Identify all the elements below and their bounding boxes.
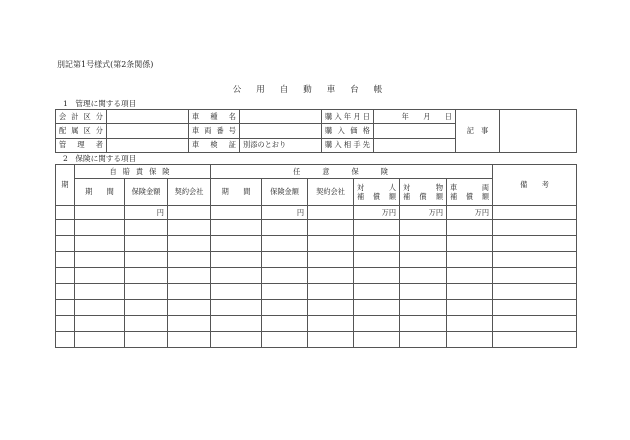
table-row bbox=[56, 268, 577, 284]
table-cell[interactable] bbox=[354, 236, 400, 252]
table-cell[interactable] bbox=[56, 316, 75, 332]
table-cell[interactable] bbox=[75, 206, 125, 220]
table-cell[interactable] bbox=[354, 252, 400, 268]
table-cell[interactable] bbox=[56, 236, 75, 252]
table-cell[interactable] bbox=[493, 316, 577, 332]
column-header-top: 対 人 bbox=[357, 183, 397, 192]
compulsory-insurance-header: 自賠責保険 bbox=[75, 165, 211, 179]
table-cell[interactable] bbox=[400, 268, 447, 284]
table-cell[interactable] bbox=[75, 252, 125, 268]
purchase-date-cell[interactable]: 年 月 日 bbox=[374, 110, 456, 124]
table-row bbox=[56, 220, 577, 236]
table-cell[interactable] bbox=[493, 332, 577, 348]
table-cell[interactable] bbox=[308, 332, 354, 348]
table-row bbox=[56, 316, 577, 332]
label-cell: 購入価格 bbox=[322, 124, 374, 138]
table-cell[interactable] bbox=[125, 316, 168, 332]
table-cell[interactable] bbox=[211, 252, 262, 268]
table-row bbox=[56, 300, 577, 316]
table-cell[interactable] bbox=[125, 300, 168, 316]
label-cell: 配属区分 bbox=[56, 124, 107, 138]
table-cell[interactable] bbox=[262, 268, 308, 284]
table-cell[interactable] bbox=[168, 268, 211, 284]
table-cell[interactable] bbox=[56, 206, 75, 220]
input-cell[interactable] bbox=[107, 124, 189, 138]
column-header: 契約会社 bbox=[168, 179, 211, 206]
unit-cell[interactable]: 万円 bbox=[400, 206, 447, 220]
table-cell[interactable] bbox=[308, 206, 354, 220]
table-cell[interactable] bbox=[211, 236, 262, 252]
column-header-bottom: 補償額 bbox=[403, 192, 444, 201]
table-cell[interactable] bbox=[262, 316, 308, 332]
table-cell[interactable] bbox=[493, 220, 577, 236]
document-title: 公用自動車台帳 bbox=[232, 85, 398, 95]
column-header-top: 対 物 bbox=[403, 183, 444, 192]
table-cell[interactable] bbox=[168, 332, 211, 348]
table-cell[interactable] bbox=[125, 252, 168, 268]
table-row bbox=[56, 284, 577, 300]
table-cell[interactable] bbox=[493, 206, 577, 220]
column-header-bottom: 補償額 bbox=[357, 192, 397, 201]
input-cell[interactable] bbox=[374, 138, 456, 152]
table-cell[interactable] bbox=[56, 332, 75, 348]
table-cell[interactable] bbox=[75, 236, 125, 252]
table-cell[interactable] bbox=[400, 300, 447, 316]
table-cell[interactable] bbox=[447, 316, 493, 332]
table-cell[interactable] bbox=[168, 236, 211, 252]
unit-cell[interactable]: 万円 bbox=[354, 206, 400, 220]
table-cell[interactable] bbox=[56, 220, 75, 236]
table-cell[interactable] bbox=[262, 284, 308, 300]
table-cell[interactable] bbox=[447, 300, 493, 316]
column-header-top: 車 両 bbox=[450, 183, 490, 192]
table-cell[interactable] bbox=[308, 252, 354, 268]
label-cell: 車種名 bbox=[189, 110, 240, 124]
column-header: 期 間 bbox=[211, 179, 262, 206]
table-cell[interactable] bbox=[211, 206, 262, 220]
table-cell[interactable] bbox=[125, 220, 168, 236]
table-cell[interactable] bbox=[211, 220, 262, 236]
table-cell[interactable] bbox=[262, 332, 308, 348]
table-cell[interactable] bbox=[447, 252, 493, 268]
table-row bbox=[56, 110, 577, 124]
table-cell[interactable] bbox=[308, 300, 354, 316]
table-cell[interactable] bbox=[400, 236, 447, 252]
table-cell[interactable] bbox=[211, 316, 262, 332]
table-cell[interactable] bbox=[125, 268, 168, 284]
label-cell: 購入年月日 bbox=[322, 110, 374, 124]
column-header bbox=[447, 179, 493, 206]
form-label: 別記第1号様式(第2条関係) bbox=[57, 60, 154, 69]
table-cell[interactable] bbox=[354, 220, 400, 236]
table-cell[interactable] bbox=[75, 332, 125, 348]
input-cell[interactable] bbox=[240, 110, 322, 124]
table-cell[interactable] bbox=[125, 332, 168, 348]
table-cell[interactable] bbox=[56, 252, 75, 268]
table-cell[interactable] bbox=[168, 206, 211, 220]
section1-heading: 1 管理に関する項目 bbox=[63, 99, 137, 108]
table-cell[interactable] bbox=[75, 316, 125, 332]
table-cell[interactable] bbox=[211, 268, 262, 284]
table-cell[interactable] bbox=[75, 220, 125, 236]
table-cell[interactable] bbox=[308, 236, 354, 252]
insurance-table bbox=[55, 164, 577, 348]
table-row bbox=[56, 252, 577, 268]
table-cell[interactable] bbox=[354, 300, 400, 316]
table-cell[interactable] bbox=[168, 220, 211, 236]
table-cell[interactable] bbox=[262, 252, 308, 268]
column-header: 保険金額 bbox=[125, 179, 168, 206]
table-cell[interactable] bbox=[354, 332, 400, 348]
table-cell[interactable] bbox=[56, 284, 75, 300]
label-cell: 購入相手先 bbox=[322, 138, 374, 152]
column-header: 保険金額 bbox=[262, 179, 308, 206]
unit-cell[interactable]: 円 bbox=[262, 206, 308, 220]
remarks-header: 備 考 bbox=[493, 165, 577, 206]
voluntary-insurance-header: 任意保険 bbox=[211, 165, 493, 179]
table-cell[interactable] bbox=[262, 236, 308, 252]
table-cell[interactable] bbox=[400, 252, 447, 268]
table-cell[interactable] bbox=[75, 268, 125, 284]
table-cell[interactable] bbox=[308, 284, 354, 300]
period-header: 期 bbox=[56, 165, 75, 206]
table-cell[interactable] bbox=[400, 316, 447, 332]
table-row bbox=[56, 236, 577, 252]
table-cell[interactable] bbox=[211, 284, 262, 300]
table-cell[interactable] bbox=[125, 236, 168, 252]
table-cell[interactable] bbox=[354, 284, 400, 300]
table-cell[interactable] bbox=[75, 284, 125, 300]
table-cell[interactable] bbox=[125, 284, 168, 300]
table-cell[interactable] bbox=[493, 236, 577, 252]
table-cell[interactable] bbox=[308, 268, 354, 284]
table-cell[interactable] bbox=[75, 300, 125, 316]
table-cell[interactable] bbox=[211, 332, 262, 348]
table-row bbox=[56, 206, 577, 220]
table-cell[interactable] bbox=[400, 220, 447, 236]
input-cell[interactable] bbox=[240, 124, 322, 138]
table-cell[interactable] bbox=[168, 300, 211, 316]
table-cell[interactable] bbox=[211, 300, 262, 316]
table-cell[interactable] bbox=[262, 300, 308, 316]
table-cell[interactable] bbox=[447, 332, 493, 348]
table-cell[interactable] bbox=[56, 268, 75, 284]
table-row bbox=[56, 332, 577, 348]
table-cell[interactable] bbox=[400, 284, 447, 300]
column-header-bottom: 補償額 bbox=[450, 192, 490, 201]
unit-cell[interactable]: 円 bbox=[125, 206, 168, 220]
table-cell[interactable] bbox=[493, 300, 577, 316]
table-cell[interactable] bbox=[354, 268, 400, 284]
table-cell[interactable] bbox=[400, 332, 447, 348]
table-cell[interactable] bbox=[308, 316, 354, 332]
input-cell[interactable] bbox=[107, 138, 189, 152]
inspection-cell[interactable]: 別添のとおり bbox=[240, 138, 322, 152]
table-cell[interactable] bbox=[447, 284, 493, 300]
column-header bbox=[354, 179, 400, 206]
label-cell: 車検証 bbox=[189, 138, 240, 152]
table-cell[interactable] bbox=[493, 284, 577, 300]
table-cell[interactable] bbox=[56, 300, 75, 316]
remarks-label: 記 事 bbox=[456, 110, 500, 153]
table-cell[interactable] bbox=[262, 220, 308, 236]
table-header-row bbox=[56, 165, 577, 179]
unit-cell[interactable]: 万円 bbox=[447, 206, 493, 220]
input-cell[interactable] bbox=[374, 124, 456, 138]
label-cell: 会計区分 bbox=[56, 110, 107, 124]
label-cell: 車両番号 bbox=[189, 124, 240, 138]
label-cell: 管理者 bbox=[56, 138, 107, 152]
table-cell[interactable] bbox=[447, 236, 493, 252]
remarks-cell[interactable] bbox=[500, 110, 577, 153]
table-cell[interactable] bbox=[168, 252, 211, 268]
table-cell[interactable] bbox=[493, 252, 577, 268]
table-cell[interactable] bbox=[168, 284, 211, 300]
table-cell[interactable] bbox=[447, 268, 493, 284]
input-cell[interactable] bbox=[107, 110, 189, 124]
column-header: 期 間 bbox=[75, 179, 125, 206]
column-header bbox=[400, 179, 447, 206]
table-cell[interactable] bbox=[354, 316, 400, 332]
table-cell[interactable] bbox=[493, 268, 577, 284]
management-table bbox=[55, 109, 577, 153]
table-cell[interactable] bbox=[447, 220, 493, 236]
section2-heading: 2 保険に関する項目 bbox=[63, 154, 137, 163]
table-cell[interactable] bbox=[168, 316, 211, 332]
column-header: 契約会社 bbox=[308, 179, 354, 206]
table-cell[interactable] bbox=[308, 220, 354, 236]
